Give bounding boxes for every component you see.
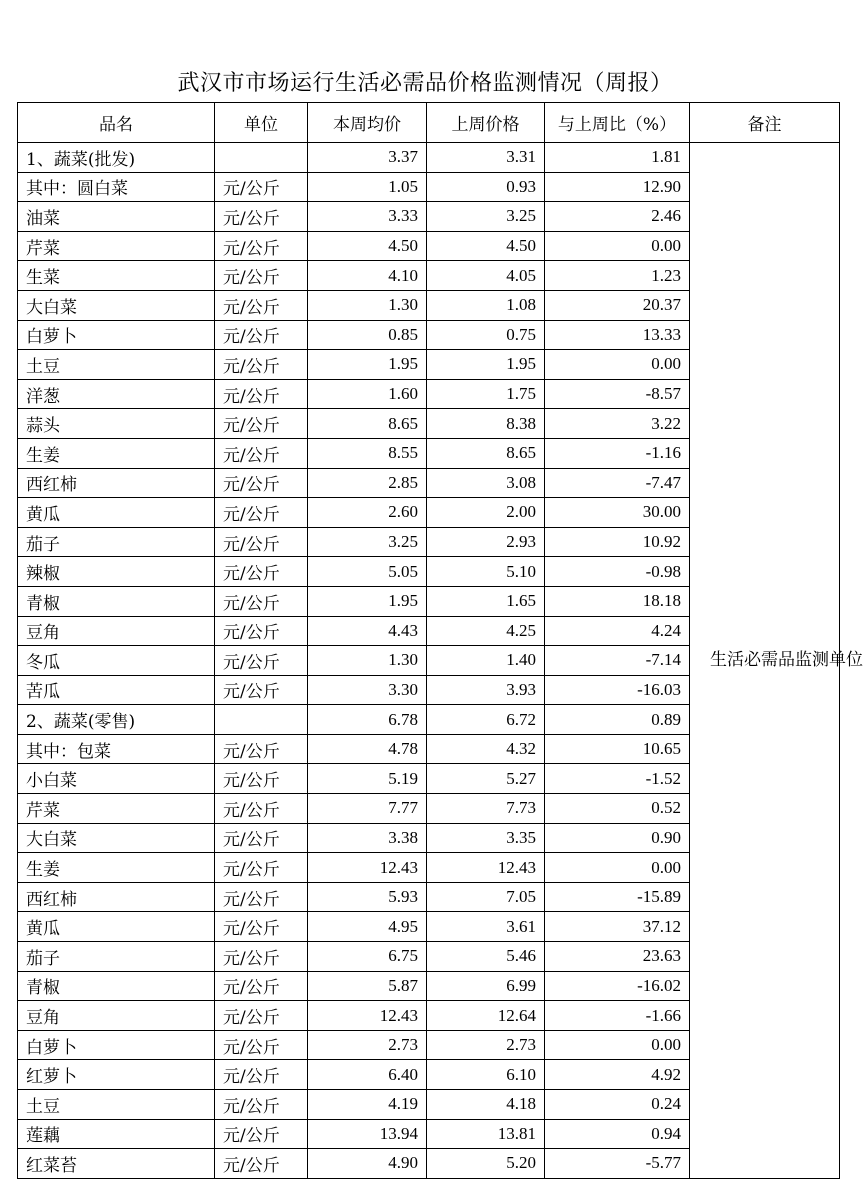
- cell-change-percent: 37.12: [545, 912, 690, 942]
- cell-this-week-price: 6.75: [308, 942, 427, 972]
- cell-unit: 元/公斤: [215, 498, 308, 528]
- cell-unit: 元/公斤: [215, 320, 308, 350]
- cell-last-week-price: 8.38: [427, 409, 545, 439]
- cell-change-percent: 30.00: [545, 498, 690, 528]
- cell-change-percent: -8.57: [545, 379, 690, 409]
- cell-unit: 元/公斤: [215, 231, 308, 261]
- cell-name: 辣椒: [18, 557, 215, 587]
- cell-unit: 元/公斤: [215, 971, 308, 1001]
- cell-unit: [215, 705, 308, 735]
- cell-change-percent: 0.00: [545, 350, 690, 380]
- cell-change-percent: 2.46: [545, 202, 690, 232]
- cell-this-week-price: 4.19: [308, 1090, 427, 1120]
- cell-last-week-price: 0.75: [427, 320, 545, 350]
- cell-unit: 元/公斤: [215, 438, 308, 468]
- table-header-row: [18, 103, 840, 143]
- cell-last-week-price: 2.00: [427, 498, 545, 528]
- cell-name: 豆角: [18, 616, 215, 646]
- cell-this-week-price: 4.78: [308, 734, 427, 764]
- cell-unit: 元/公斤: [215, 616, 308, 646]
- cell-this-week-price: 3.38: [308, 823, 427, 853]
- cell-last-week-price: 5.46: [427, 942, 545, 972]
- cell-last-week-price: 5.27: [427, 764, 545, 794]
- cell-unit: 元/公斤: [215, 882, 308, 912]
- cell-change-percent: 1.81: [545, 143, 690, 173]
- cell-last-week-price: 1.40: [427, 646, 545, 676]
- cell-change-percent: -15.89: [545, 882, 690, 912]
- cell-name: 蒜头: [18, 409, 215, 439]
- cell-name: 冬瓜: [18, 646, 215, 676]
- price-table: [17, 102, 863, 1179]
- cell-name: 其中：包菜: [18, 734, 215, 764]
- cell-this-week-price: 4.10: [308, 261, 427, 291]
- cell-last-week-price: 3.61: [427, 912, 545, 942]
- cell-this-week-price: 8.55: [308, 438, 427, 468]
- cell-last-week-price: 3.08: [427, 468, 545, 498]
- cell-this-week-price: 1.95: [308, 350, 427, 380]
- cell-unit: 元/公斤: [215, 823, 308, 853]
- cell-change-percent: 13.33: [545, 320, 690, 350]
- header-unit: 单位: [215, 103, 308, 143]
- cell-last-week-price: 1.95: [427, 350, 545, 380]
- cell-name: 白萝卜: [18, 1030, 215, 1060]
- cell-name: 黄瓜: [18, 912, 215, 942]
- cell-unit: 元/公斤: [215, 290, 308, 320]
- cell-change-percent: 18.18: [545, 586, 690, 616]
- cell-unit: 元/公斤: [215, 942, 308, 972]
- cell-last-week-price: 3.35: [427, 823, 545, 853]
- cell-this-week-price: 8.65: [308, 409, 427, 439]
- cell-this-week-price: 0.85: [308, 320, 427, 350]
- cell-name: 茄子: [18, 942, 215, 972]
- cell-change-percent: -1.66: [545, 1001, 690, 1031]
- cell-unit: 元/公斤: [215, 202, 308, 232]
- cell-last-week-price: 13.81: [427, 1119, 545, 1149]
- cell-unit: 元/公斤: [215, 261, 308, 291]
- cell-name: 西红柿: [18, 882, 215, 912]
- cell-unit: 元/公斤: [215, 1090, 308, 1120]
- cell-name: 大白菜: [18, 823, 215, 853]
- cell-change-percent: -1.16: [545, 438, 690, 468]
- cell-unit: 元/公斤: [215, 1149, 308, 1179]
- cell-last-week-price: 2.93: [427, 527, 545, 557]
- cell-change-percent: 0.00: [545, 1030, 690, 1060]
- cell-change-percent: 0.00: [545, 853, 690, 883]
- cell-last-week-price: 0.93: [427, 172, 545, 202]
- cell-this-week-price: 4.43: [308, 616, 427, 646]
- cell-name: 茄子: [18, 527, 215, 557]
- cell-this-week-price: 1.05: [308, 172, 427, 202]
- cell-this-week-price: 12.43: [308, 853, 427, 883]
- cell-unit: 元/公斤: [215, 912, 308, 942]
- cell-change-percent: -1.52: [545, 764, 690, 794]
- cell-change-percent: -7.14: [545, 646, 690, 676]
- cell-unit: 元/公斤: [215, 468, 308, 498]
- cell-unit: 元/公斤: [215, 527, 308, 557]
- cell-name: 土豆: [18, 350, 215, 380]
- header-last-week: 上周价格: [427, 103, 545, 143]
- cell-this-week-price: 4.50: [308, 231, 427, 261]
- cell-unit: 元/公斤: [215, 557, 308, 587]
- cell-last-week-price: 6.10: [427, 1060, 545, 1090]
- header-change: 与上周比（%）: [545, 103, 690, 143]
- cell-this-week-price: 4.95: [308, 912, 427, 942]
- cell-this-week-price: 5.87: [308, 971, 427, 1001]
- cell-last-week-price: 4.50: [427, 231, 545, 261]
- cell-unit: 元/公斤: [215, 379, 308, 409]
- cell-name: 莲藕: [18, 1119, 215, 1149]
- cell-name: 芹菜: [18, 794, 215, 824]
- cell-last-week-price: 6.72: [427, 705, 545, 735]
- cell-change-percent: 0.24: [545, 1090, 690, 1120]
- cell-unit: 元/公斤: [215, 350, 308, 380]
- header-remark: 备注: [690, 103, 840, 143]
- cell-last-week-price: 7.05: [427, 882, 545, 912]
- cell-last-week-price: 7.73: [427, 794, 545, 824]
- cell-change-percent: 4.92: [545, 1060, 690, 1090]
- cell-name: 黄瓜: [18, 498, 215, 528]
- cell-this-week-price: 1.95: [308, 586, 427, 616]
- cell-last-week-price: 3.25: [427, 202, 545, 232]
- cell-name: 青椒: [18, 586, 215, 616]
- cell-name: 青椒: [18, 971, 215, 1001]
- table-row: [18, 143, 840, 173]
- cell-change-percent: 0.52: [545, 794, 690, 824]
- cell-change-percent: 10.65: [545, 734, 690, 764]
- cell-change-percent: 12.90: [545, 172, 690, 202]
- cell-name: 2、蔬菜(零售): [18, 705, 215, 735]
- cell-name: 豆角: [18, 1001, 215, 1031]
- page-title: 武汉市市场运行生活必需品价格监测情况（周报）: [177, 71, 673, 96]
- cell-name: 芹菜: [18, 231, 215, 261]
- cell-unit: 元/公斤: [215, 1030, 308, 1060]
- cell-change-percent: 20.37: [545, 290, 690, 320]
- cell-unit: 元/公斤: [215, 1001, 308, 1031]
- cell-unit: 元/公斤: [215, 409, 308, 439]
- cell-last-week-price: 4.18: [427, 1090, 545, 1120]
- cell-change-percent: 10.92: [545, 527, 690, 557]
- cell-unit: 元/公斤: [215, 172, 308, 202]
- cell-this-week-price: 3.30: [308, 675, 427, 705]
- cell-change-percent: 1.23: [545, 261, 690, 291]
- cell-last-week-price: 4.05: [427, 261, 545, 291]
- cell-last-week-price: 3.93: [427, 675, 545, 705]
- cell-this-week-price: 1.30: [308, 646, 427, 676]
- cell-unit: 元/公斤: [215, 734, 308, 764]
- cell-last-week-price: 8.65: [427, 438, 545, 468]
- cell-name: 白萝卜: [18, 320, 215, 350]
- cell-name: 生姜: [18, 853, 215, 883]
- cell-this-week-price: 7.77: [308, 794, 427, 824]
- cell-last-week-price: 4.25: [427, 616, 545, 646]
- cell-this-week-price: 3.25: [308, 527, 427, 557]
- cell-change-percent: -16.03: [545, 675, 690, 705]
- cell-this-week-price: 6.40: [308, 1060, 427, 1090]
- cell-this-week-price: 5.19: [308, 764, 427, 794]
- cell-unit: 元/公斤: [215, 586, 308, 616]
- cell-this-week-price: 3.33: [308, 202, 427, 232]
- cell-unit: 元/公斤: [215, 675, 308, 705]
- cell-this-week-price: 13.94: [308, 1119, 427, 1149]
- cell-this-week-price: 2.73: [308, 1030, 427, 1060]
- cell-last-week-price: 4.32: [427, 734, 545, 764]
- cell-name: 大白菜: [18, 290, 215, 320]
- cell-change-percent: -0.98: [545, 557, 690, 587]
- cell-last-week-price: 12.43: [427, 853, 545, 883]
- cell-name: 红萝卜: [18, 1060, 215, 1090]
- cell-unit: 元/公斤: [215, 853, 308, 883]
- cell-last-week-price: 2.73: [427, 1030, 545, 1060]
- cell-name: 生姜: [18, 438, 215, 468]
- header-this-week: 本周均价: [308, 103, 427, 143]
- cell-change-percent: -5.77: [545, 1149, 690, 1179]
- cell-name: 土豆: [18, 1090, 215, 1120]
- cell-name: 1、蔬菜(批发): [18, 143, 215, 173]
- cell-this-week-price: 5.93: [308, 882, 427, 912]
- cell-last-week-price: 1.08: [427, 290, 545, 320]
- cell-change-percent: 0.89: [545, 705, 690, 735]
- cell-this-week-price: 2.85: [308, 468, 427, 498]
- cell-change-percent: 3.22: [545, 409, 690, 439]
- cell-unit: 元/公斤: [215, 764, 308, 794]
- cell-this-week-price: 2.60: [308, 498, 427, 528]
- cell-name: 其中：圆白菜: [18, 172, 215, 202]
- cell-change-percent: 23.63: [545, 942, 690, 972]
- cell-change-percent: 0.90: [545, 823, 690, 853]
- cell-last-week-price: 12.64: [427, 1001, 545, 1031]
- cell-this-week-price: 4.90: [308, 1149, 427, 1179]
- cell-name: 西红柿: [18, 468, 215, 498]
- cell-name: 红菜苔: [18, 1149, 215, 1179]
- cell-name: 油菜: [18, 202, 215, 232]
- remark-cell: 生活必需品监测单位: [690, 143, 840, 1179]
- cell-unit: [215, 143, 308, 173]
- cell-name: 小白菜: [18, 764, 215, 794]
- cell-this-week-price: 5.05: [308, 557, 427, 587]
- cell-this-week-price: 12.43: [308, 1001, 427, 1031]
- cell-change-percent: 0.94: [545, 1119, 690, 1149]
- cell-unit: 元/公斤: [215, 646, 308, 676]
- cell-name: 洋葱: [18, 379, 215, 409]
- cell-change-percent: -16.02: [545, 971, 690, 1001]
- cell-unit: 元/公斤: [215, 1060, 308, 1090]
- cell-this-week-price: 6.78: [308, 705, 427, 735]
- cell-last-week-price: 5.20: [427, 1149, 545, 1179]
- cell-last-week-price: 1.75: [427, 379, 545, 409]
- cell-this-week-price: 3.37: [308, 143, 427, 173]
- cell-last-week-price: 3.31: [427, 143, 545, 173]
- cell-last-week-price: 5.10: [427, 557, 545, 587]
- cell-change-percent: 4.24: [545, 616, 690, 646]
- cell-last-week-price: 1.65: [427, 586, 545, 616]
- cell-last-week-price: 6.99: [427, 971, 545, 1001]
- table-body: [18, 143, 863, 1179]
- header-name: 品名: [18, 103, 215, 143]
- cell-name: 苦瓜: [18, 675, 215, 705]
- cell-change-percent: -7.47: [545, 468, 690, 498]
- cell-unit: 元/公斤: [215, 1119, 308, 1149]
- cell-name: 生菜: [18, 261, 215, 291]
- cell-unit: 元/公斤: [215, 794, 308, 824]
- cell-change-percent: 0.00: [545, 231, 690, 261]
- cell-this-week-price: 1.60: [308, 379, 427, 409]
- cell-this-week-price: 1.30: [308, 290, 427, 320]
